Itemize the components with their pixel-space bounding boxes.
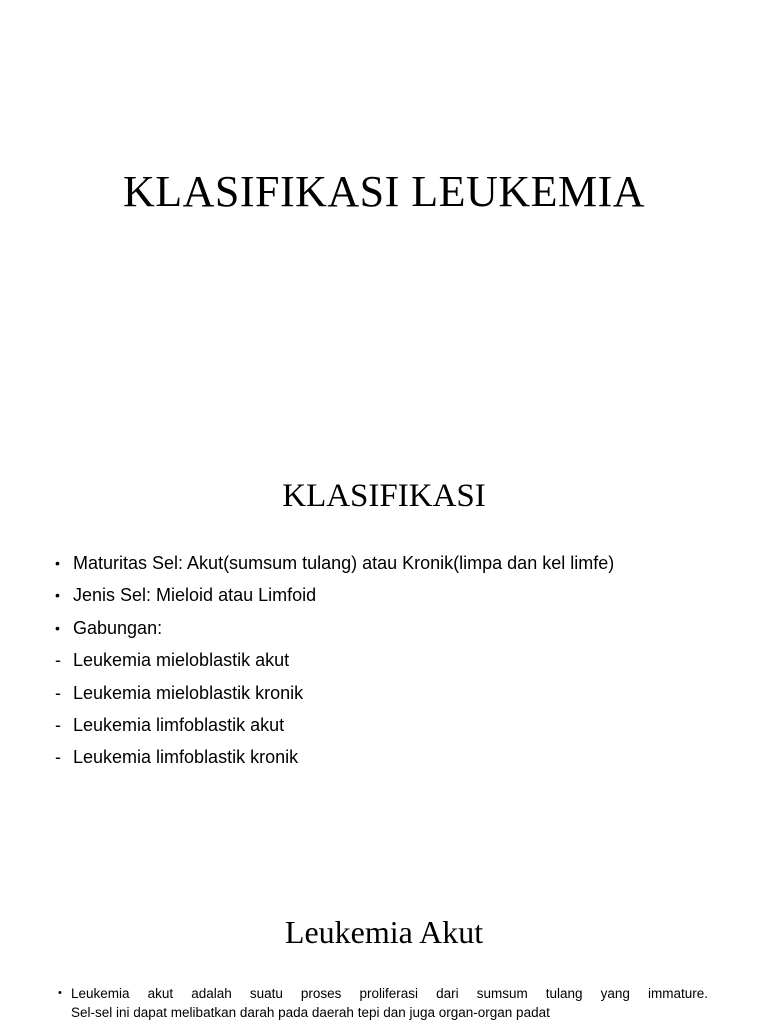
dash-marker: -	[55, 714, 61, 735]
list-item	[55, 579, 614, 611]
list-item-text: Leukemia limfoblastik kronik	[73, 747, 299, 768]
bullet-marker: •	[58, 987, 62, 999]
paragraph-line: Sel-sel ini dapat melibatkan darah pada daerah tepi dan juga organ-organ padat	[71, 1005, 550, 1020]
bullet-marker: •	[55, 587, 60, 604]
list-item	[55, 612, 614, 644]
bullet-list	[55, 547, 614, 774]
list-item-text: Leukemia limfoblastik akut	[73, 714, 285, 735]
bullet-marker: •	[55, 555, 60, 571]
dash-marker: -	[55, 650, 61, 671]
list-item-text: Maturitas Sel: Akut(sumsum tulang) atau Kronik(limpa dan kel limfe)	[73, 553, 615, 573]
slide-heading: Leukemia Akut	[284, 914, 484, 950]
list-item-text: Leukemia mieloblastik akut	[73, 650, 290, 671]
list-item-text: Leukemia mieloblastik kronik	[73, 682, 304, 703]
slide-title: KLASIFIKASI LEUKEMIA	[122, 167, 646, 216]
bullet-marker: •	[55, 619, 60, 636]
list-item	[58, 984, 708, 1022]
list-item	[55, 709, 614, 741]
bullet-list	[58, 984, 708, 1022]
list-item-text: Jenis Sel: Mieloid atau Limfoid	[73, 585, 317, 606]
slide-heading: KLASIFIKASI	[282, 478, 486, 514]
list-item	[55, 677, 614, 709]
list-item	[55, 644, 614, 676]
list-item	[55, 741, 614, 773]
list-item-text: Gabungan:	[73, 617, 163, 638]
dash-marker: -	[55, 747, 61, 768]
paragraph-line: Leukemia akut adalah suatu proses proliferasi dari sumsum tulang yang immature.	[71, 986, 708, 1001]
dash-marker: -	[55, 682, 61, 703]
list-item	[55, 547, 614, 579]
